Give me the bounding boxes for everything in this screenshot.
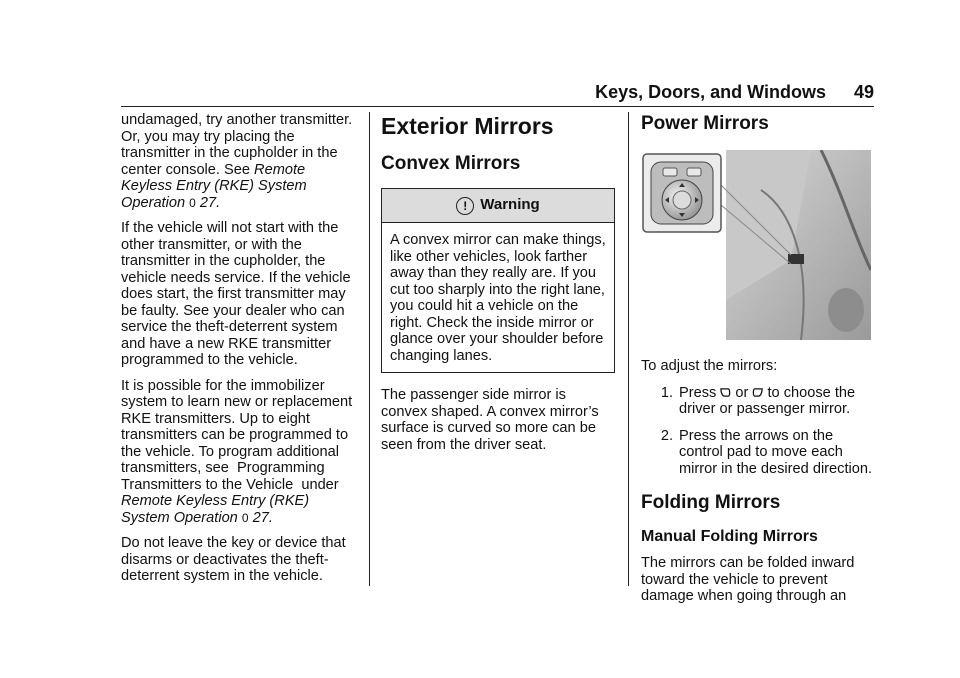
- section-title-power-mirrors: Power Mirrors: [641, 113, 769, 134]
- cross-reference-link[interactable]: Remote Keyless Entry (RKE) System Operation: [121, 493, 310, 526]
- list-item: 1. Press or to choose the driver or passenger mirror.: [660, 384, 856, 417]
- paragraph: The mirrors can be folded inward toward the vehicle to prevent damage when going through an: [641, 555, 855, 604]
- section-title: Exterior Mirrors: [381, 113, 554, 139]
- paragraph: undamaged, try another transmitter. Or, you may try placing the transmitter in the cupholder in the center console. See Remote Keyless Entry (RKE) System Operation 0 27.: [121, 112, 353, 211]
- cross-reference-link[interactable]: Remote Keyless Entry (RKE) System Operation: [121, 161, 307, 211]
- page-reference[interactable]: 27: [199, 194, 217, 211]
- column-left: [121, 112, 357, 594]
- page-reference[interactable]: 27: [252, 509, 269, 526]
- column-middle: [381, 112, 615, 462]
- column-divider-1: [369, 112, 370, 586]
- subsection-title: Convex Mirrors: [381, 153, 521, 174]
- page-reference-icon: 0: [241, 510, 249, 525]
- passenger-mirror-icon: [752, 387, 763, 398]
- section-title-folding-mirrors: Folding Mirrors: [641, 492, 781, 513]
- page-reference-icon: 0: [189, 195, 196, 210]
- warning-box: [381, 188, 615, 373]
- header-rule: [121, 106, 874, 107]
- warning-header: ! Warning: [382, 189, 614, 223]
- column-right: [641, 112, 877, 614]
- driver-mirror-icon: [720, 387, 731, 398]
- page-number: 49: [853, 82, 874, 102]
- paragraph: To adjust the mirrors:: [641, 358, 778, 374]
- paragraph: The passenger side mirror is convex shaped. A convex mirror’s surface is curved so more can be seen from the driver seat.: [381, 387, 599, 453]
- running-header-title: Keys, Doors, and Windows: [595, 82, 826, 102]
- paragraph: Do not leave the key or device that disarms or deactivates the theft-deterrent system in the vehicle.: [121, 535, 346, 584]
- list-item: 2. Press the arrows on the control pad to move each mirror in the desired direction.: [660, 427, 873, 477]
- mirror-control-illustration: [641, 150, 871, 340]
- column-divider-2: [628, 112, 629, 586]
- warning-text: A convex mirror can make things, like other vehicles, look farther away than they really are. If you cut too sharply into the right lane, you could hit a vehicle on the right. Check the inside mirror or glance over your shoulder before changing lanes.: [390, 232, 606, 364]
- warning-icon: !: [456, 197, 474, 215]
- steps-list: [641, 385, 877, 478]
- paragraph: It is possible for the immobilizer system to learn new or replacement RKE transmitters. Up to eight transmitters can be programmed to the vehicle. To program additional transmitters, see Programming Transmitters to the Vehicle under Remote Keyless Entry (RKE) System Operation 0 27.: [121, 377, 353, 526]
- subsection-title: Manual Folding Mirrors: [641, 528, 818, 545]
- paragraph: If the vehicle will not start with the other transmitter, or with the transmitter in the cupholder, the vehicle needs service. If the vehicle does start, the first transmitter may be faulty. See your dealer who can service the theft-deterrent system and have a new RKE transmitter programmed to the vehicle.: [121, 220, 351, 368]
